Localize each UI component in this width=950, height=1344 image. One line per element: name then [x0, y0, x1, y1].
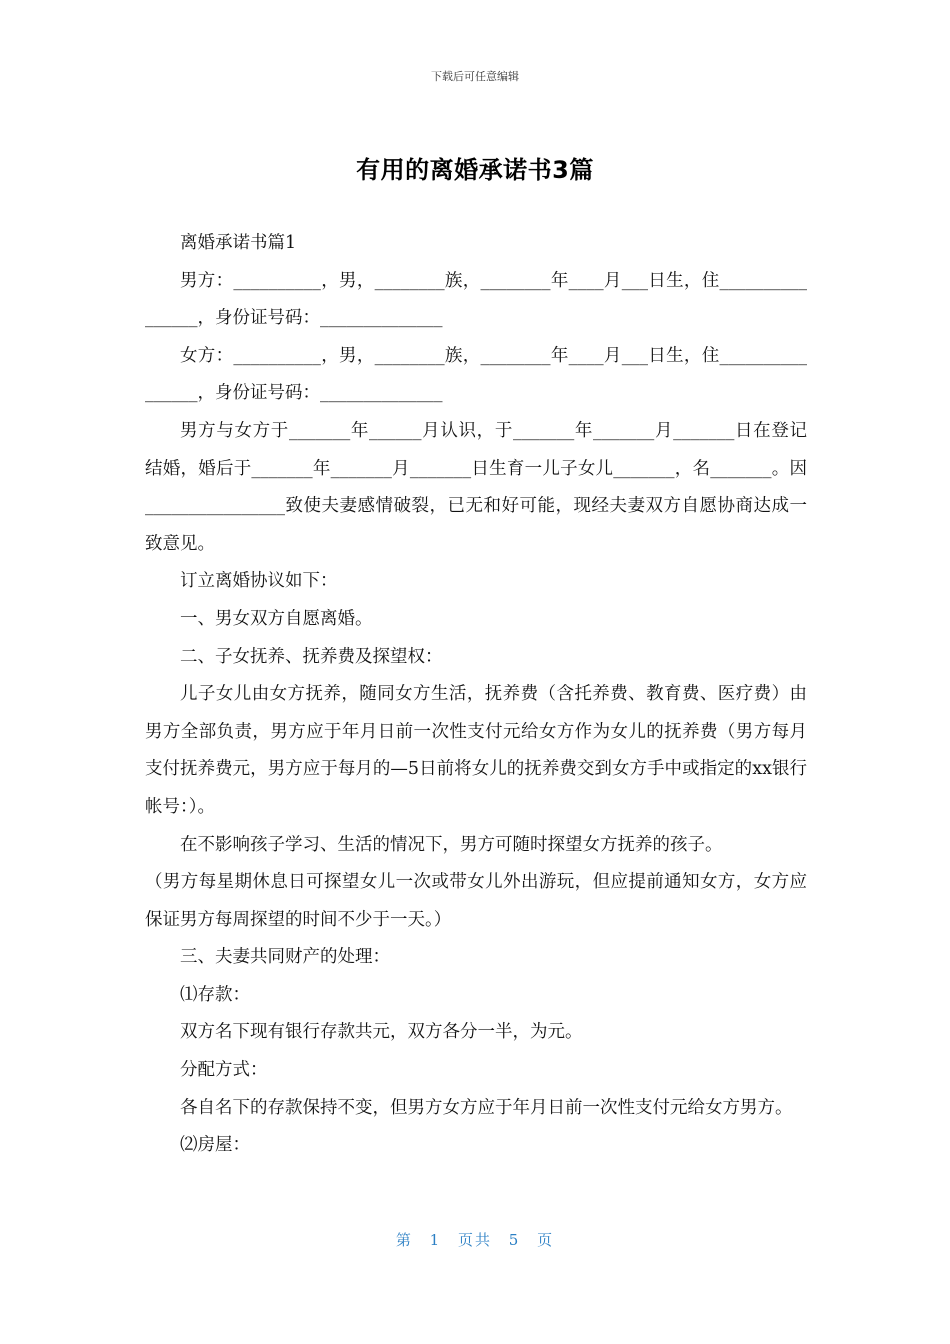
header-note: 下载后可任意编辑 — [431, 70, 519, 83]
section-heading: 离婚承诺书篇1 — [180, 233, 297, 253]
paragraph-visitation: 在不影响孩子学习、生活的情况下，男方可随时探望女方抚养的孩子。 — [180, 834, 723, 855]
subclause-deposits: ⑴存款： — [180, 984, 250, 1005]
paragraph-visitation-details: （男方每星期休息日可探望女儿一次或带女儿外出游玩，但应提前通知女方，女方应保证男方每周探望的时间不少于一天。） — [145, 872, 807, 930]
paragraph-agreement-intro: 订立离婚协议如下： — [180, 571, 338, 592]
document-body — [145, 225, 807, 1165]
page-number: 第 1 页共 5 页 — [395, 1231, 555, 1249]
paragraph-deposits: 双方名下现有银行存款共元，双方各分一半，为元。 — [180, 1022, 583, 1043]
paragraph-male-party: 男方：__________，男，________族，________年____月___日生，住________________，身份证号码：______________ — [145, 270, 807, 329]
paragraph-child-custody: 儿子女儿由女方抚养，随同女方生活，抚养费（含托养费、教育费、医疗费）由男方全部负责，男方应于年月日前一次性支付元给女方作为女儿的抚养费（男方每月支付抚养费元，男方应于每月的—5日前将女儿的抚养费交到女方手中或指定的xx银行帐号：）。 — [145, 684, 807, 817]
clause-3-heading: 三、夫妻共同财产的处理： — [180, 947, 390, 968]
clause-2-heading: 二、子女抚养、抚养费及探望权： — [180, 646, 443, 667]
paragraph-female-party: 女方：__________，男，________族，________年____月___日生，住________________，身份证号码：______________ — [145, 345, 807, 404]
paragraph-distribution: 各自名下的存款保持不变，但男方女方应于年月日前一次性支付元给女方男方。 — [180, 1097, 793, 1118]
paragraph-marriage-history: 男方与女方于_______年______月认识，于_______年_______月_______日在登记结婚，婚后于_______年_______月_______日生育一儿子女儿_______，名_______。因________________致使夫妻感情破裂，已无和好可能，现经夫妻双方自愿协商达成一致意见。 — [145, 420, 807, 554]
subclause-house: ⑵房屋： — [180, 1135, 250, 1156]
document-title: 有用的离婚承诺书3篇 — [356, 156, 594, 184]
paragraph-distribution-heading: 分配方式： — [180, 1060, 268, 1081]
clause-1: 一、男女双方自愿离婚。 — [180, 608, 373, 629]
